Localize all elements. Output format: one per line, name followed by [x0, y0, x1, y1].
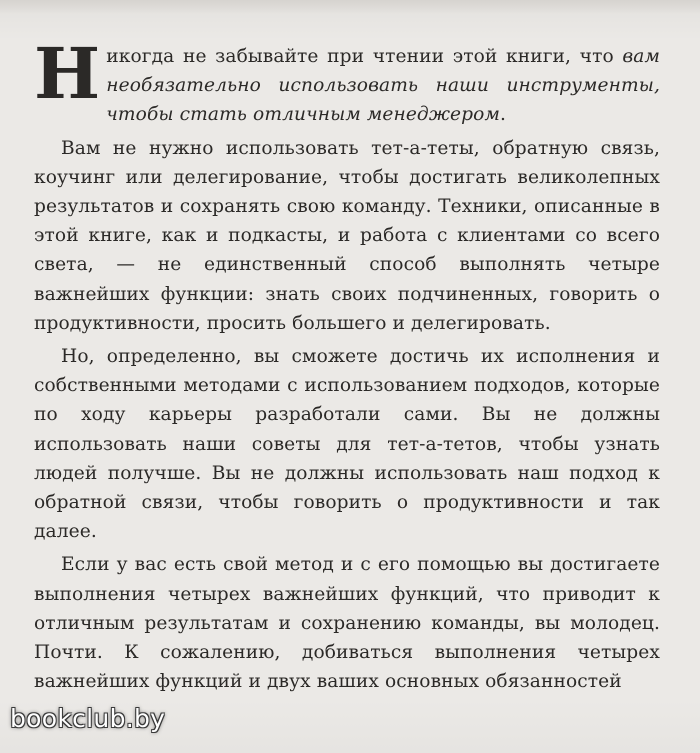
page-text — [34, 32, 660, 700]
watermark-bookclub: bookclub.by — [10, 704, 166, 733]
paragraph-1-end: . — [499, 104, 506, 126]
paragraph-2: Вам не нужно использовать тет-а-теты, обратную связь, коучинг или делегирование, чтобы достигать великолепных результатов и сохранять свою команду. Техники, описанные в этой книге, как и подкасты, и работа с клиентами со всего света, — не единственный способ выполнять четыре важнейших функции: знать своих подчиненных, говорить о продуктивности, просить большего и делегировать. — [34, 137, 660, 334]
paragraph-1-start: икогда не забывайте при чтении этой книги, что — [106, 46, 623, 67]
paragraph-3: Но, определенно, вы сможете достичь их исполнения и собственными методами с использованием подходов, которые по ходу карьеры разработали сами. Вы не должны использовать наши советы для тет-а-тетов, чтобы узнать людей получше. Вы не должны использовать наш подход к обратной связи, чтобы говорить о продуктивности и так далее. — [34, 346, 660, 543]
page-top-shadow — [0, 0, 700, 14]
paragraph-1 — [34, 32, 660, 130]
drop-cap: Н — [34, 32, 101, 115]
paragraph-4: Если у вас есть свой метод и с его помощью вы достигаете выполнения четырех важнейших функций, что приводит к отличным результатам и сохранению команды, вы молодец. Почти. К сожалению, добиваться выполнения четырех важнейших функций и двух ваших основных обязанностей — [34, 554, 660, 693]
paragraph-1-emphasis: вам необязательно использовать наши инструменты, чтобы стать отличным менеджером — [106, 46, 660, 126]
